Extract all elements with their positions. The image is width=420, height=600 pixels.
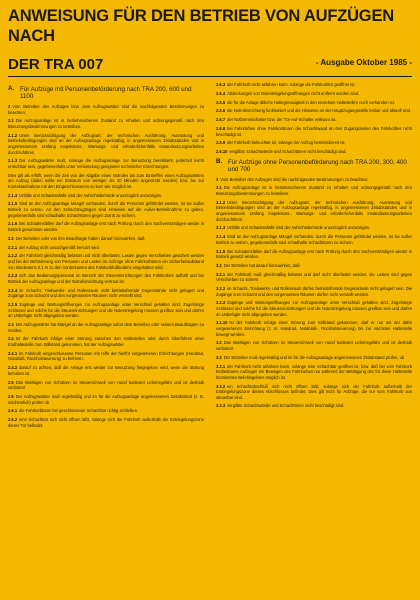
paragraph-text: Vom Betreiber des Aufzuges sind die nachfolgenden Bestimmungen zu beachten: bbox=[220, 176, 369, 182]
section-title: Für Aufzüge ohne Personenbeförderung nach TRA 200, 300, 400 und 700 bbox=[228, 158, 407, 173]
paragraph-text: Ist der Fahrkorb infolge einer Störung zum Stillstand gekommen, darf er nur mit der dafür vorgesehenen Einrichtung (z. B. Handrad, Notablaß-, Rückholsteuerung) bis zur nächsten Haltestelle bewegt werden. bbox=[216, 320, 412, 337]
paragraph-text: Dies gilt als erfüllt, wenn die Zeit von der Abgabe eines Notrufes bis zum Eintreffen eines Aufzugswärters am Aufzug (dabei sollte ein Zeitraum von weniger als 20 Minuten angestrebt werden) bzw. bis zur Kontaktaufnahme mit den Eingeschlossenen so kurz wie möglich ist. bbox=[8, 172, 204, 189]
paragraph-text: Vom Betreiber des Aufzuges bzw. dem Aufzugswärter sind die nachfolgenden Bestimmungen zu beachten: bbox=[8, 104, 204, 115]
header-divider bbox=[8, 76, 412, 77]
paragraph bbox=[216, 364, 412, 381]
paragraph bbox=[216, 126, 412, 137]
paragraph-number: 2.1.2 bbox=[8, 132, 18, 138]
section-heading bbox=[8, 86, 204, 100]
paragraph-number: 3.1.5 bbox=[216, 248, 226, 254]
paragraph-number: 2.2.5 bbox=[8, 302, 18, 308]
paragraph bbox=[216, 177, 412, 183]
paragraph bbox=[216, 108, 412, 114]
paragraph bbox=[216, 82, 412, 88]
paragraph-number: 3.1.2 bbox=[216, 199, 226, 205]
paragraph-number: 3.1.4 bbox=[216, 234, 226, 240]
paragraph-number: 3.3.1 bbox=[216, 363, 226, 369]
paragraph-number: 2.6 bbox=[8, 393, 14, 399]
section-heading bbox=[216, 159, 412, 173]
paragraph-text: im Fahrkorb eingeschlossene Personen mit Hilfe der hierfür vorgesehenen Einrichtungen (Handrad, Notablaß, Rückholsteuerung) zu befreien. bbox=[8, 350, 204, 362]
paragraph-text: vergilbte Schachtwände und Schachttüren nicht beschädigt sind. bbox=[229, 149, 347, 155]
paragraph bbox=[8, 322, 204, 333]
paragraph-text: bei Fahrkörben ohne Fahrkorbtüren die Schachtwand an den Zugangsseiten des Fahrkorbes nicht beschädigt ist. bbox=[216, 125, 412, 137]
paragraph bbox=[8, 408, 204, 414]
paragraph-number: 2.6.8 bbox=[216, 125, 226, 131]
paragraph-number: 2.6.2 bbox=[8, 417, 18, 423]
paragraph bbox=[216, 249, 412, 260]
paragraph bbox=[216, 384, 412, 401]
paragraph-text: darauf zu achten, daß die Anlage erst wieder zur Benutzung freigegeben wird, wenn die Störung behoben ist. bbox=[8, 365, 204, 376]
paragraph bbox=[216, 185, 412, 196]
paragraph bbox=[8, 201, 204, 218]
paragraph bbox=[8, 288, 204, 299]
paragraph-number: 2.1.5 bbox=[8, 201, 18, 207]
paragraph bbox=[216, 340, 412, 351]
paragraph-number: 2.6.7 bbox=[216, 117, 226, 123]
paragraph-text: die für die Anlage übliche Haltegenauigkeit in den einzelnen Haltestellen noch vorhanden ist. bbox=[227, 99, 395, 105]
section-title: Für Aufzüge mit Personenbeförderung nach TRA 200, 600 und 1100 bbox=[20, 86, 192, 100]
paragraph-text: Sind an der Aufzugsanlage Mängel vorhanden, durch die Personen gefährdet werden, ist sie außer Betrieb zu setzen. An den Schachtzugängen sind Hinweise auf die Außer-Betriebnahme zu geben, gegebenenfalls sind schadhafte Schachttüren gegen Zutritt zu sichern. bbox=[8, 201, 204, 218]
paragraph bbox=[8, 365, 204, 376]
paragraph bbox=[8, 245, 204, 251]
paragraph bbox=[216, 272, 412, 283]
section-letter: B. bbox=[216, 157, 223, 165]
paragraph-number: 3.2.1 bbox=[216, 271, 226, 277]
paragraph-number: 3.1.3 bbox=[216, 225, 226, 231]
paragraph-text: vergilbte Schachtwände und Schachttüren nicht beschädigt sind. bbox=[227, 403, 345, 409]
paragraph-number: 2.2.2 bbox=[8, 253, 18, 259]
paragraph bbox=[216, 355, 412, 361]
paragraph-number: 3 bbox=[216, 176, 219, 182]
paragraph-number: 2.2 bbox=[8, 235, 14, 241]
paragraph-number: 3.1.10 bbox=[216, 320, 228, 326]
paragraph bbox=[8, 302, 204, 319]
paragraph bbox=[216, 403, 412, 409]
paragraph bbox=[8, 133, 204, 155]
paragraph bbox=[8, 104, 204, 115]
paragraph-text: Unter Berücksichtigung der Aufzugsart, der technischen Ausführung, Ausrüstung und Betriebsbedingungen sind an der Aufzugsanlage regelmäßig, in angemessenen Zeitabständen und in angemessenem Umfang Inspektions-, Wartungs- und erforderlichenfalls Instandsetzungsarbeiten durchzuführen. bbox=[216, 199, 412, 222]
paragraph-text: Der Aufzugswärter muß regelmäßig und im für die Aufzugsanlage angemessenen Zeitabstand (z. B. wöchentlich) prüfen ob bbox=[8, 393, 204, 405]
paragraph-number: 2.4 bbox=[8, 336, 14, 342]
paragraph-number: 2.6.1 bbox=[8, 408, 18, 414]
paragraph bbox=[8, 193, 204, 199]
paragraph bbox=[8, 351, 204, 362]
paragraph-number: 2.1.6 bbox=[8, 221, 18, 227]
paragraph-text: Sind an der Aufzugsanlage Mängel vorhanden, durch die Personen gefährdet werden, ist sie außer Betrieb zu setzen, gegebenenfalls sind schadhafte Schachttüren zu sichern. bbox=[216, 234, 412, 245]
paragraph-number: 2.6.10 bbox=[216, 149, 228, 155]
paragraph bbox=[216, 225, 412, 231]
paragraph-text: Abdeckungen von Notentriegelungsöffnungen nicht entfernt worden sind. bbox=[227, 90, 360, 96]
paragraph bbox=[8, 158, 204, 169]
paragraph bbox=[216, 100, 412, 106]
paragraph-number: 3.2.2 bbox=[216, 286, 226, 292]
paragraph bbox=[216, 117, 412, 123]
paragraph-number: 2.6.6 bbox=[216, 108, 226, 114]
paragraph-number: 3.3 bbox=[216, 354, 222, 360]
paragraph bbox=[216, 91, 412, 97]
paragraph-text: Zugänge und Wartungsöffnungen zur Aufzugsanlage unter Verschluß gehalten sind. Zugehörige Schlüssel und solche für die Steuereinrichtungen und die Notentriegelung müssen greifbar sein und dürfen an Unbefugte nicht abgegeben werden. bbox=[8, 302, 204, 319]
paragraph bbox=[216, 140, 412, 146]
paragraph-text: ein Schachtabschluß sich nicht öffnen läßt, solange sich der Fahrkorb außerhalb der Entriegelungszone dieses Abschlusses befindet. Dies gilt nicht für Aufzüge, die nur vom Fahrkorb aus steuerbar sind. bbox=[216, 383, 412, 400]
paragraph-text: sich das Bedienungspersonal im Bereich der Steuereinrichtungen des Fahrkorbes aufhält und bei Betrieb der Aufzugsanlage und der Notrufeinrichtung vertraut ist. bbox=[8, 273, 204, 284]
paragraph-text: Unter Berücksichtigung der Aufzugsart, der technischen Ausführung, Ausrüstung und Betriebsbedingungen sind an der Aufzugsanlage regelmäßig, in angemessenen Zeitabständen und in angemessenem Umfang Inspektions-, Wartungs- und erforderlichenfalls Instandsetzungsarbeiten durchzuführen. bbox=[8, 132, 204, 155]
paragraph-text: Der Betreiber oder von ihm Beauftragte haben darauf hinzuwirken, daß bbox=[15, 235, 145, 241]
paragraph-number: 3.3.2 bbox=[216, 383, 226, 389]
paragraph bbox=[8, 236, 204, 242]
paragraph-number: 2.1.4 bbox=[8, 192, 18, 198]
paragraph-text: im Schacht, Triebwerks- und Rollenraum dürfen betriebsfremde Gegenstände nicht gelagert sein. Die Zugänge zum Schacht und den vorgenannten Räumen dürfen nicht verstellt werden. bbox=[216, 286, 412, 297]
section-letter: A. bbox=[8, 85, 15, 92]
paragraph-text: Unfälle und Schadensfälle sind der Aufsichtsbehörde unverzüglich anzuzeigen. bbox=[19, 192, 163, 198]
paragraph-number: 2.6.4 bbox=[216, 90, 226, 96]
paragraph bbox=[8, 173, 204, 190]
paragraph bbox=[8, 380, 204, 391]
paragraph bbox=[8, 221, 204, 232]
paragraph-text: Das Betätigen von Schützen im Steuerschrank von Hand bedeutet Lebensgefahr und ist deshalb verboten! bbox=[216, 340, 412, 351]
paragraph-text: der Fahrkorb nicht anfahren kann, solange eine Schachttür geöffnet ist, bzw. daß bei vom Fahrkorb bedienbaren Aufzügen ein Bewegen des Fahrkorbes nur während der Betätigung des für diese Haltestelle bestimmten Befehlsgebers möglich ist. bbox=[216, 363, 412, 380]
paragraph-number: 2.6.3 bbox=[216, 82, 226, 87]
paragraph-text: Der Aufzugswärter hat Mängel an der Aufzugsanlage sofort dem Betreiber oder seinem Beauftragten zu melden. bbox=[8, 322, 204, 333]
paragraph-number: 3.2 bbox=[216, 340, 222, 346]
paragraph-number: 2.2.3 bbox=[8, 273, 18, 279]
paragraph-text: Bei Schadensfällen darf die Aufzugsanlage erst nach Prüfung durch den Sachverständigen wieder in Betrieb genommen werden. bbox=[8, 221, 204, 232]
paragraph-text: Die Aufzugsanlage ist in betriebssicherem Zustand zu erhalten und ordnungsgemäß nach den Benutzungsbestimmungen zu betreiben. bbox=[216, 185, 412, 197]
paragraph-text: eine Schachttür sich nicht öffnen läßt, solange sich der Fahrkorb außerhalb der Entriegelungszone dieser Tür befindet. bbox=[8, 417, 204, 428]
paragraph-text: Der Aufzugswärter muß, solange die Aufzugsanlage zur Benutzung bereitsteht, jederzeit leicht erreichbar sein, gegebenenfalls unter Verwendung geeigneter technischer Einrichtungen. bbox=[8, 158, 204, 169]
paragraph-number: 2.6.9 bbox=[216, 140, 226, 146]
paragraph-number: 2.6.5 bbox=[216, 99, 226, 105]
paragraph bbox=[8, 253, 204, 270]
paragraph-text: Der Betreiber hat darauf hinzuwirken, daß bbox=[223, 262, 300, 268]
paragraph-text: die Notrufeinrichtung funktioniert und die Hinweise an der Hauptzugangsstelle lesbar und aktuell sind. bbox=[227, 108, 412, 114]
paragraph-number: 3.3.3 bbox=[216, 403, 226, 409]
paragraph-text: der Notbremsschalter bzw. der Tür-Auf-Schalter wirksam ist. bbox=[227, 117, 337, 123]
paragraph bbox=[216, 149, 412, 155]
paragraph-number: 2.2.1 bbox=[8, 244, 18, 250]
paragraph-number: 2.5 bbox=[8, 379, 14, 385]
paragraph bbox=[216, 286, 412, 297]
paragraph bbox=[8, 273, 204, 284]
paragraph-text: Bei Schadensfällen darf die Aufzugsanlage erst nach Prüfung durch den Sachverständigen wieder in Betrieb gesetzt werden. bbox=[216, 248, 412, 260]
paragraph-text: der Aufzug nicht unsachgemäß benutzt wird. bbox=[19, 244, 100, 250]
page-subtitle: DER TRA 007 bbox=[8, 56, 104, 73]
paragraph-text: Ist der Fahrkorb infolge einer Störung zwischen den Haltestellen oder durch Überfahren einer Endhaltestelle zum Stillstand gekommen, hat der Aufzugswärter bbox=[8, 336, 204, 347]
paragraph-text: der Fahrkorb nicht anfahren kann, solange die Fahrkorbtür geöffnet ist. bbox=[227, 82, 356, 87]
paragraph-number: 3.2.3 bbox=[216, 300, 226, 306]
paragraph-text: Das Betätigen von Schützen im Steuerschrank von Hand bedeutet Lebensgefahr und ist deshalb verboten! bbox=[8, 379, 204, 391]
paragraph-text: der Fahrkorb beleuchtet ist, solange der Aufzug betriebsbereit ist. bbox=[227, 140, 346, 146]
paragraph bbox=[8, 118, 204, 129]
paragraph-text: die Fahrkorbtüren bei geschlossener Schachttür richtig schließen. bbox=[19, 408, 139, 414]
paragraph-text: der Fahrkorb gleichmäßig belastet und nicht überlastet. Lasten gegen Verschieben gesichert werden und bei der Beförderung von Personen und Lasten im Aufzüge ohne Fahrkorbtüren ein Sicherheitsabstand von mindestens 0,1 m zu den Vorderkanten des Fahrkorbfußbodens eingehalten wird. bbox=[8, 253, 204, 270]
paragraph-text: der Fahrkorb muß gleichmäßig belastet und darf nicht überlastet werden; die Lasten sind gegen Verschieben zu sichern. bbox=[216, 271, 412, 283]
paragraph bbox=[8, 336, 204, 347]
paragraph bbox=[216, 200, 412, 222]
paragraph-number: 2.1 bbox=[8, 118, 14, 124]
paragraph-number: 2.1.3 bbox=[8, 158, 18, 164]
left-column bbox=[8, 82, 204, 431]
page-title: ANWEISUNG FÜR DEN BETRIEB VON AUFZÜGEN NACH bbox=[8, 7, 394, 45]
paragraph-number: 2 bbox=[8, 104, 11, 109]
paragraph-number: 2.2.4 bbox=[8, 287, 18, 293]
paragraph-number: 3.2 bbox=[216, 262, 222, 268]
paragraph-text: im Schacht, Triebwerks- und Rollenraum nicht betriebsfremde Gegenstände nicht gelagert und Zugänge zum Schacht und den vorgenannten Räumen nicht verstellt sind. bbox=[8, 287, 204, 299]
paragraph-number: 3.1 bbox=[216, 185, 222, 191]
edition-label: - Ausgabe Oktober 1985 - bbox=[315, 58, 412, 67]
paragraph bbox=[8, 417, 204, 428]
paragraph bbox=[216, 300, 412, 317]
paragraph bbox=[216, 320, 412, 337]
paragraph-text: Unfälle und Schadensfälle sind der Aufsichtsbehörde unverzüglich anzuzeigen. bbox=[227, 225, 371, 231]
paragraph-number: 2.4.1 bbox=[8, 350, 18, 356]
paragraph-text: Der Betreiber muß regelmäßig und im für die Aufzugsanlage angemessenen Zeitabstand prüfen, ob bbox=[223, 354, 405, 360]
paragraph-text: Zugänge und Wartungsöffnungen zur Aufzugsanlage unter Verschluß gehalten sind. Zugehörige Schlüssel und solche für die Steuereinrichtungen und die Notentriegelung müssen greifbar sein und dürfen an Unbefugte nicht abgegeben werden. bbox=[216, 300, 412, 317]
paragraph bbox=[8, 394, 204, 405]
paragraph-text: Die Aufzugsanlage ist in betriebssicherem Zustand zu erhalten und ordnungsgemäß nach den Benutzungsbestimmungen zu betreiben. bbox=[8, 118, 204, 129]
paragraph bbox=[216, 263, 412, 269]
paragraph bbox=[216, 234, 412, 245]
paragraph-number: 2.4.2 bbox=[8, 365, 18, 371]
paragraph-number: 2.3 bbox=[8, 322, 14, 328]
right-column bbox=[216, 82, 412, 412]
